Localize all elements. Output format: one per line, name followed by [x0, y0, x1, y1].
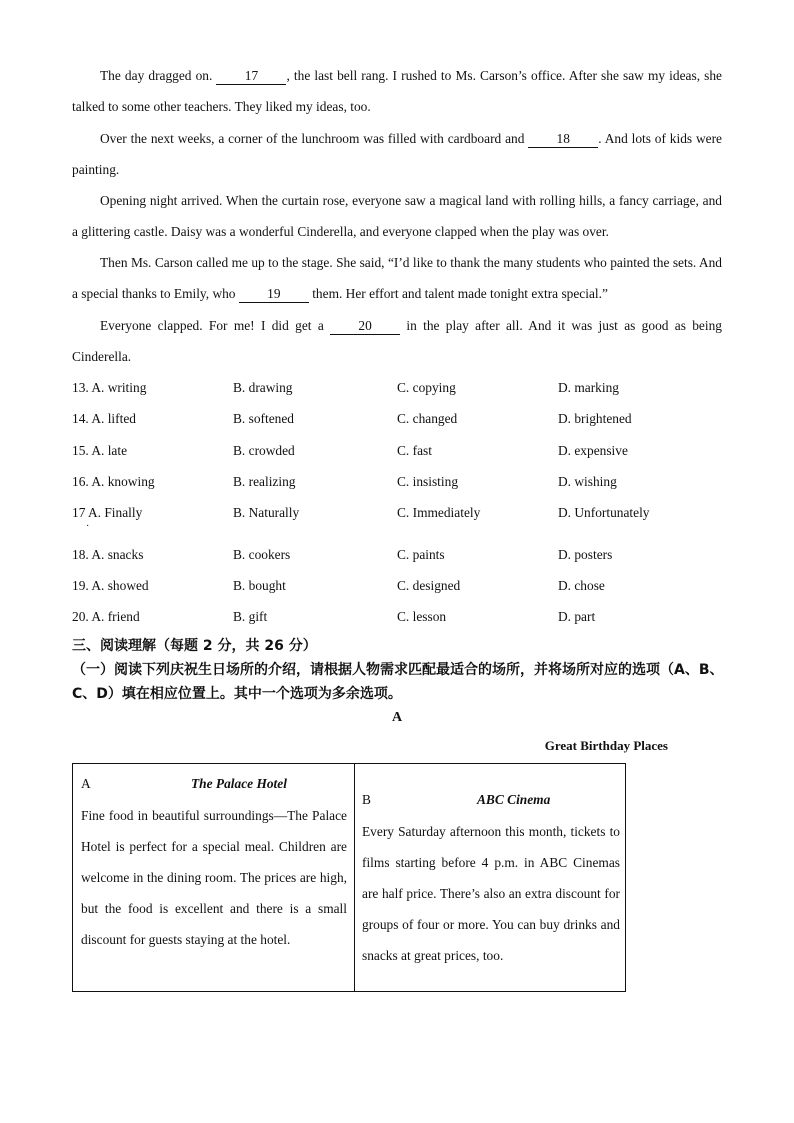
option-c: C. fast	[397, 443, 432, 458]
option-a: 20. A. friend	[72, 609, 140, 624]
option-b: B. realizing	[233, 474, 296, 489]
paragraph-text: in the play after all. And it was just as good as being Cinderella.	[72, 318, 722, 364]
option-b: B. crowded	[233, 443, 295, 458]
table-title: Great Birthday Places	[544, 738, 668, 753]
option-c: C. insisting	[397, 474, 459, 489]
option-b: B. softened	[233, 411, 294, 426]
option-d: D. brightened	[558, 411, 632, 426]
option-c: C. paints	[397, 547, 445, 562]
place-description: Every Saturday afternoon this month, tickets to films starting before 4 p.m. in ABC Cinemas are half price. There’s also an extra discount for groups of four or more. You can buy drinks and snacks at great prices, too.	[362, 824, 620, 963]
option-c: C. copying	[397, 380, 456, 395]
option-a: 18. A. snacks	[72, 547, 144, 562]
option-a: 17 A. Finally	[72, 505, 143, 520]
question-row-18	[72, 547, 732, 567]
paragraph-text: Then Ms. Carson called me up to the stage. She said, “I’d like to thank the many students who painted the sets. And a special thanks to Emily, who	[72, 255, 722, 301]
blank-19: 19	[239, 286, 309, 303]
blank-18: 18	[528, 131, 598, 148]
question-row-15	[72, 443, 732, 463]
place-name: The Palace Hotel	[191, 776, 287, 791]
option-d: D. expensive	[558, 443, 628, 458]
place-heading	[362, 792, 620, 810]
paragraph-text: Over the next weeks, a corner of the lunchroom was filled with cardboard and	[100, 131, 529, 146]
place-heading	[81, 776, 347, 794]
question-row-20	[72, 609, 732, 629]
paragraph-text: Everyone clapped. For me! I did get a	[100, 318, 331, 333]
passage-paragraph-5	[72, 310, 722, 372]
option-c: C. Immediately	[397, 505, 481, 520]
place-letter: A	[81, 776, 91, 791]
question-row-17	[72, 505, 732, 525]
option-b: B. Naturally	[233, 505, 300, 520]
question-17-dot: ·	[86, 521, 90, 532]
place-description: Fine food in beautiful surroundings—The Palace Hotel is perfect for a special meal. Children are welcome in the dining room. The prices are high, but the food is excellent and there is a small discount for guests staying at the hotel.	[81, 808, 347, 947]
question-row-14	[72, 411, 732, 431]
option-d: D. chose	[558, 578, 605, 593]
paragraph-text: them. Her effort and talent made tonight extra special.”	[308, 286, 608, 301]
paragraph-text: . And lots of kids were painting.	[72, 131, 722, 177]
section-instruction: （一）阅读下列庆祝生日场所的介绍，请根据人物需求匹配最适合的场所，并将场所对应的选项（A、B、C、D）填在相应位置上。其中一个选项为多余选项。	[72, 662, 724, 702]
option-b: B. cookers	[233, 547, 291, 562]
option-a: 14. A. lifted	[72, 411, 136, 426]
blank-17: 17	[216, 68, 286, 85]
place-cell-a	[73, 764, 355, 991]
part-label: A	[391, 710, 403, 725]
passage-paragraph-1	[72, 60, 722, 122]
option-d: D. wishing	[558, 474, 617, 489]
paragraph-text: , the last bell rang. I rushed to Ms. Carson’s office. After she saw my ideas, she talked to some other teachers. They liked my ideas, too.	[72, 68, 722, 114]
question-row-13	[72, 380, 732, 400]
option-b: B. drawing	[233, 380, 293, 395]
option-d: D. posters	[558, 547, 613, 562]
option-c: C. changed	[397, 411, 458, 426]
option-d: D. Unfortunately	[558, 505, 650, 520]
passage-paragraph-4	[72, 247, 722, 309]
option-b: B. bought	[233, 578, 286, 593]
paragraph-text: The day dragged on.	[100, 68, 217, 83]
option-a: 13. A. writing	[72, 380, 147, 395]
passage-paragraph-3: Opening night arrived. When the curtain rose, everyone saw a magical land with rolling hills, a fancy carriage, and a glittering castle. Daisy was a wonderful Cinderella, and everyone clapped when the play was over.	[72, 193, 722, 239]
option-a: 15. A. late	[72, 443, 128, 458]
blank-20: 20	[330, 318, 400, 335]
option-a: 16. A. knowing	[72, 474, 155, 489]
place-letter: B	[362, 792, 371, 807]
option-c: C. lesson	[397, 609, 447, 624]
passage-paragraph-2	[72, 123, 722, 185]
section-title: 三、阅读理解（每题 2 分，共 26 分）	[72, 638, 317, 654]
places-table	[72, 763, 626, 992]
place-cell-b	[355, 764, 625, 991]
question-row-16	[72, 474, 732, 494]
option-b: B. gift	[233, 609, 268, 624]
option-d: D. marking	[558, 380, 619, 395]
option-d: D. part	[558, 609, 596, 624]
question-row-19	[72, 578, 732, 598]
place-name: ABC Cinema	[477, 792, 551, 807]
option-a: 19. A. showed	[72, 578, 149, 593]
option-c: C. designed	[397, 578, 461, 593]
